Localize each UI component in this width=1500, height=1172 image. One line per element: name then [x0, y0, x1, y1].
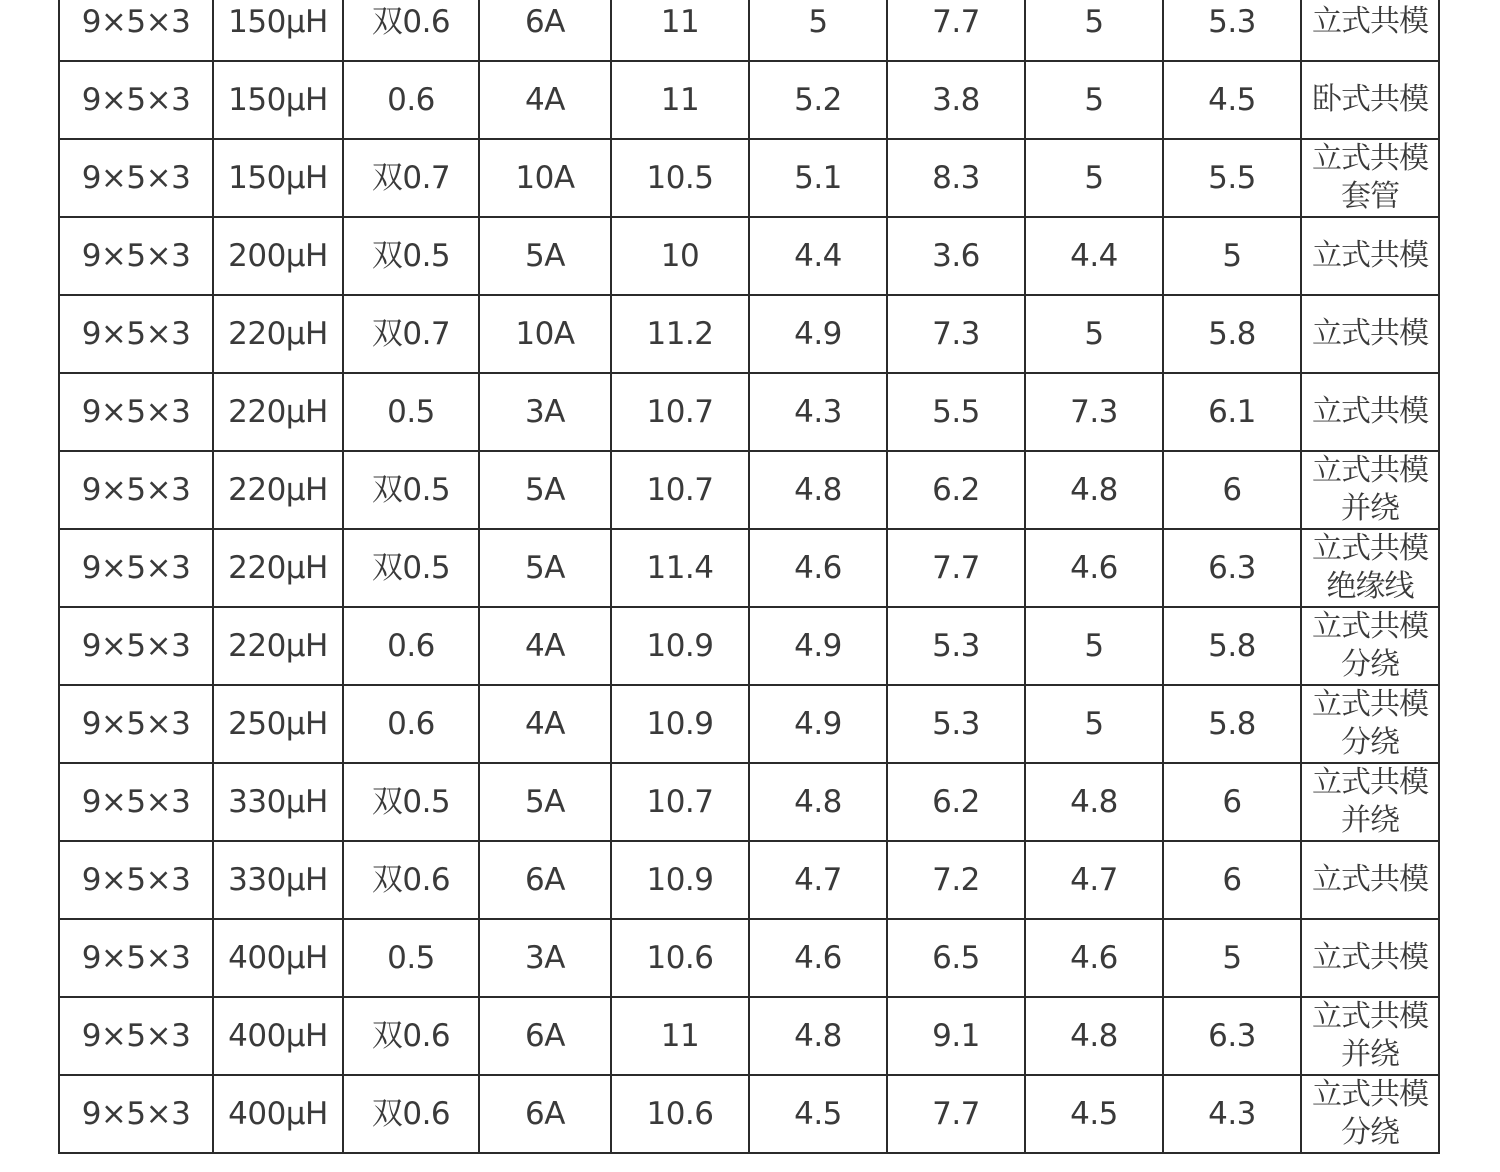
inductance-cell: 330μH — [213, 841, 343, 919]
dim-d-cell: 4.7 — [1025, 841, 1163, 919]
current-cell: 5A — [479, 217, 611, 295]
winding-type-cell — [1301, 373, 1439, 451]
dim-a-cell: 11 — [611, 61, 749, 139]
dim-a-cell: 10.9 — [611, 607, 749, 685]
dim-a-cell: 10.5 — [611, 139, 749, 217]
current-cell: 5A — [479, 451, 611, 529]
dim-c-cell: 3.8 — [887, 61, 1025, 139]
core-size-cell: 9×5×3 — [59, 919, 213, 997]
inductance-cell: 150μH — [213, 61, 343, 139]
dim-e-cell: 6 — [1163, 763, 1301, 841]
dim-d-cell: 4.8 — [1025, 763, 1163, 841]
winding-type-cell — [1301, 295, 1439, 373]
wire-diameter-cell: 双0.6 — [343, 0, 479, 61]
dim-b-cell: 4.4 — [749, 217, 887, 295]
dim-b-cell: 5 — [749, 0, 887, 61]
winding-type-cell — [1301, 763, 1439, 841]
inductance-cell: 220μH — [213, 373, 343, 451]
dim-d-cell: 4.5 — [1025, 1075, 1163, 1153]
table-row — [59, 61, 1439, 139]
dim-e-cell: 4.5 — [1163, 61, 1301, 139]
wire-diameter-cell: 双0.5 — [343, 763, 479, 841]
dim-e-cell: 5 — [1163, 217, 1301, 295]
dim-c-cell: 9.1 — [887, 997, 1025, 1075]
dim-e-cell: 5.8 — [1163, 685, 1301, 763]
dim-c-cell: 7.7 — [887, 529, 1025, 607]
winding-type-line: 立式共模 — [1312, 862, 1428, 897]
inductance-cell: 220μH — [213, 451, 343, 529]
winding-type-line: 分绕 — [1341, 647, 1399, 682]
dim-c-cell: 6.2 — [887, 763, 1025, 841]
current-cell: 4A — [479, 61, 611, 139]
winding-type-line: 并绕 — [1341, 803, 1399, 838]
winding-type-cell — [1301, 841, 1439, 919]
wire-diameter-cell: 双0.5 — [343, 451, 479, 529]
dim-a-cell: 10 — [611, 217, 749, 295]
dim-c-cell: 5.3 — [887, 607, 1025, 685]
dim-a-cell: 11.4 — [611, 529, 749, 607]
core-size-cell: 9×5×3 — [59, 217, 213, 295]
winding-type-line: 并绕 — [1341, 491, 1399, 526]
wire-diameter-cell: 0.5 — [343, 919, 479, 997]
winding-type-line: 立式共模 — [1312, 238, 1428, 273]
current-cell: 10A — [479, 139, 611, 217]
dim-b-cell: 4.5 — [749, 1075, 887, 1153]
wire-diameter-cell: 0.5 — [343, 373, 479, 451]
dim-c-cell: 7.3 — [887, 295, 1025, 373]
dim-c-cell: 3.6 — [887, 217, 1025, 295]
dim-a-cell: 10.6 — [611, 919, 749, 997]
winding-type-line: 立式共模 — [1312, 316, 1428, 351]
dim-a-cell: 10.9 — [611, 685, 749, 763]
dim-b-cell: 4.9 — [749, 685, 887, 763]
inductance-cell: 200μH — [213, 217, 343, 295]
inductance-cell: 400μH — [213, 997, 343, 1075]
inductance-cell: 330μH — [213, 763, 343, 841]
dim-c-cell: 7.7 — [887, 1075, 1025, 1153]
table-row — [59, 685, 1439, 763]
core-size-cell: 9×5×3 — [59, 763, 213, 841]
table-row — [59, 139, 1439, 217]
dim-e-cell: 5.5 — [1163, 139, 1301, 217]
table-row — [59, 997, 1439, 1075]
inductance-cell: 150μH — [213, 139, 343, 217]
dim-c-cell: 8.3 — [887, 139, 1025, 217]
core-size-cell: 9×5×3 — [59, 451, 213, 529]
dim-b-cell: 5.1 — [749, 139, 887, 217]
dim-b-cell: 4.6 — [749, 919, 887, 997]
dim-d-cell: 5 — [1025, 607, 1163, 685]
dim-c-cell: 7.7 — [887, 0, 1025, 61]
dim-c-cell: 5.3 — [887, 685, 1025, 763]
dim-d-cell: 7.3 — [1025, 373, 1163, 451]
wire-diameter-cell: 双0.5 — [343, 217, 479, 295]
dim-e-cell: 6.3 — [1163, 529, 1301, 607]
core-size-cell: 9×5×3 — [59, 529, 213, 607]
dim-a-cell: 10.9 — [611, 841, 749, 919]
winding-type-cell — [1301, 139, 1439, 217]
dim-a-cell: 11 — [611, 0, 749, 61]
dim-b-cell: 5.2 — [749, 61, 887, 139]
wire-diameter-cell: 双0.5 — [343, 529, 479, 607]
wire-diameter-cell: 双0.6 — [343, 997, 479, 1075]
inductance-cell: 220μH — [213, 607, 343, 685]
dim-d-cell: 4.6 — [1025, 919, 1163, 997]
winding-type-line: 分绕 — [1341, 725, 1399, 760]
winding-type-line: 立式共模 — [1312, 4, 1428, 39]
wire-diameter-cell: 0.6 — [343, 61, 479, 139]
core-size-cell: 9×5×3 — [59, 373, 213, 451]
current-cell: 3A — [479, 373, 611, 451]
dim-a-cell: 11.2 — [611, 295, 749, 373]
wire-diameter-cell: 双0.7 — [343, 295, 479, 373]
winding-type-line: 套管 — [1341, 179, 1399, 214]
core-size-cell: 9×5×3 — [59, 61, 213, 139]
core-size-cell: 9×5×3 — [59, 139, 213, 217]
dim-e-cell: 6.3 — [1163, 997, 1301, 1075]
winding-type-line: 立式共模 — [1312, 394, 1428, 429]
dim-e-cell: 5.8 — [1163, 295, 1301, 373]
dim-d-cell: 5 — [1025, 61, 1163, 139]
table-row — [59, 451, 1439, 529]
current-cell: 4A — [479, 685, 611, 763]
core-size-cell: 9×5×3 — [59, 607, 213, 685]
core-size-cell: 9×5×3 — [59, 1075, 213, 1153]
dim-b-cell: 4.8 — [749, 997, 887, 1075]
dim-d-cell: 5 — [1025, 0, 1163, 61]
dim-d-cell: 5 — [1025, 295, 1163, 373]
core-size-cell: 9×5×3 — [59, 685, 213, 763]
winding-type-cell — [1301, 685, 1439, 763]
current-cell: 10A — [479, 295, 611, 373]
dim-a-cell: 11 — [611, 997, 749, 1075]
dim-d-cell: 4.8 — [1025, 997, 1163, 1075]
current-cell: 6A — [479, 997, 611, 1075]
winding-type-line: 立式共模 — [1312, 609, 1428, 644]
dim-b-cell: 4.9 — [749, 295, 887, 373]
current-cell: 6A — [479, 0, 611, 61]
winding-type-cell — [1301, 529, 1439, 607]
dim-e-cell: 6 — [1163, 841, 1301, 919]
dim-b-cell: 4.8 — [749, 763, 887, 841]
dim-e-cell: 6.1 — [1163, 373, 1301, 451]
current-cell: 5A — [479, 763, 611, 841]
dim-e-cell: 6 — [1163, 451, 1301, 529]
winding-type-line: 并绕 — [1341, 1037, 1399, 1072]
dim-d-cell: 4.8 — [1025, 451, 1163, 529]
winding-type-line: 立式共模 — [1312, 1077, 1428, 1112]
table-row — [59, 919, 1439, 997]
dim-d-cell: 4.6 — [1025, 529, 1163, 607]
table-row — [59, 607, 1439, 685]
winding-type-cell — [1301, 919, 1439, 997]
core-size-cell: 9×5×3 — [59, 997, 213, 1075]
winding-type-cell — [1301, 217, 1439, 295]
current-cell: 4A — [479, 607, 611, 685]
dim-e-cell: 5 — [1163, 919, 1301, 997]
dim-b-cell: 4.8 — [749, 451, 887, 529]
dim-b-cell: 4.9 — [749, 607, 887, 685]
wire-diameter-cell: 双0.7 — [343, 139, 479, 217]
wire-diameter-cell: 双0.6 — [343, 1075, 479, 1153]
dim-d-cell: 5 — [1025, 139, 1163, 217]
inductance-cell: 150μH — [213, 0, 343, 61]
dim-d-cell: 4.4 — [1025, 217, 1163, 295]
dim-b-cell: 4.6 — [749, 529, 887, 607]
dim-b-cell: 4.3 — [749, 373, 887, 451]
dim-a-cell: 10.7 — [611, 763, 749, 841]
dim-e-cell: 4.3 — [1163, 1075, 1301, 1153]
inductance-cell: 250μH — [213, 685, 343, 763]
inductance-cell: 400μH — [213, 919, 343, 997]
table-row — [59, 841, 1439, 919]
winding-type-line: 立式共模 — [1312, 531, 1428, 566]
dim-c-cell: 7.2 — [887, 841, 1025, 919]
current-cell: 6A — [479, 1075, 611, 1153]
dim-c-cell: 6.2 — [887, 451, 1025, 529]
current-cell: 3A — [479, 919, 611, 997]
winding-type-cell — [1301, 997, 1439, 1075]
dim-c-cell: 5.5 — [887, 373, 1025, 451]
dim-c-cell: 6.5 — [887, 919, 1025, 997]
dim-e-cell: 5.8 — [1163, 607, 1301, 685]
wire-diameter-cell: 双0.6 — [343, 841, 479, 919]
table-row — [59, 217, 1439, 295]
winding-type-line: 立式共模 — [1312, 141, 1428, 176]
table-row — [59, 529, 1439, 607]
inductance-cell: 220μH — [213, 295, 343, 373]
current-cell: 6A — [479, 841, 611, 919]
dim-e-cell: 5.3 — [1163, 0, 1301, 61]
core-size-cell: 9×5×3 — [59, 841, 213, 919]
winding-type-line: 分绕 — [1341, 1115, 1399, 1150]
winding-type-cell — [1301, 0, 1439, 61]
winding-type-line: 立式共模 — [1312, 765, 1428, 800]
dim-a-cell: 10.6 — [611, 1075, 749, 1153]
winding-type-line: 卧式共模 — [1312, 82, 1428, 117]
dim-d-cell: 5 — [1025, 685, 1163, 763]
table-row — [59, 373, 1439, 451]
winding-type-cell — [1301, 61, 1439, 139]
table-body — [59, 0, 1439, 1153]
wire-diameter-cell: 0.6 — [343, 607, 479, 685]
dim-a-cell: 10.7 — [611, 373, 749, 451]
wire-diameter-cell: 0.6 — [343, 685, 479, 763]
dim-b-cell: 4.7 — [749, 841, 887, 919]
winding-type-line: 绝缘线 — [1326, 569, 1414, 604]
dim-a-cell: 10.7 — [611, 451, 749, 529]
core-size-cell: 9×5×3 — [59, 0, 213, 61]
core-size-cell: 9×5×3 — [59, 295, 213, 373]
table-row — [59, 295, 1439, 373]
inductance-cell: 400μH — [213, 1075, 343, 1153]
inductor-spec-sheet — [58, 0, 1440, 1154]
table-row — [59, 0, 1439, 61]
winding-type-cell — [1301, 451, 1439, 529]
winding-type-line: 立式共模 — [1312, 999, 1428, 1034]
inductance-cell: 220μH — [213, 529, 343, 607]
inductor-spec-table — [58, 0, 1440, 1154]
table-row — [59, 763, 1439, 841]
winding-type-line: 立式共模 — [1312, 453, 1428, 488]
winding-type-line: 立式共模 — [1312, 687, 1428, 722]
current-cell: 5A — [479, 529, 611, 607]
table-row — [59, 1075, 1439, 1153]
winding-type-line: 立式共模 — [1312, 940, 1428, 975]
winding-type-cell — [1301, 607, 1439, 685]
winding-type-cell — [1301, 1075, 1439, 1153]
